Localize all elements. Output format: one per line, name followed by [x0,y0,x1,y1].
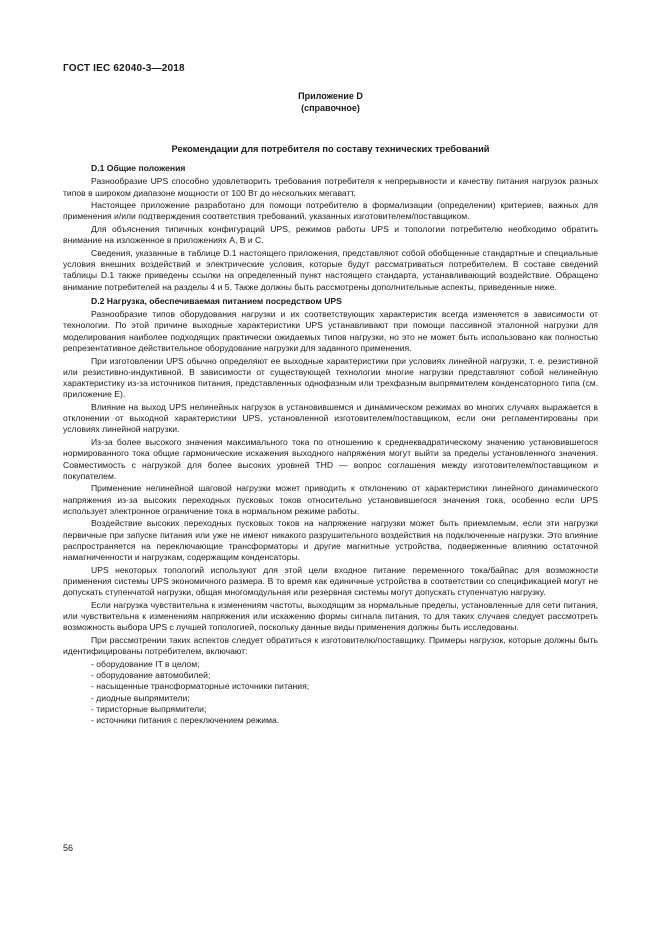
list-item: - диодные выпрямители; [91,692,190,703]
section-title-d2: D.2 Нагрузка, обеспечиваемая питанием посредством UPS [91,295,342,306]
annex-subtitle: (справочное) [301,102,360,113]
paragraph: Настоящее приложение разработано для помощи потребителю в формализации (определении) критериев, важных для применения и/или подтверждения соответствия требований, указанных изготовителем/поставщиком. [63,200,598,222]
paragraph: Применение нелинейной шаговой нагрузки может приводить к отклонению от характеристики линейного динамического напряжения из-за высоких переходных пусковых токов относительно установившегося значения тока, особенно если UPS использует электронное ограничение тока в нормальном режиме работы. [63,483,598,516]
list-item: - источники питания с переключением режима. [91,715,280,726]
paragraph: Если нагрузка чувствительна к изменениям частоты, выходящим за нормальные пределы, установленные для сети питания, или чувствительна к изменениям напряжения или искажению формы сигнала питания, то для таких случаев следует рассмотреть возможность выбора UPS с лучшей топологией, поскольку данные виды применения должны быть исследованы. [63,599,598,633]
paragraph: Разнообразие типов оборудования нагрузки и их соответствующих характеристик всегда изменяется в зависимости от технологии. По этой причине выходные характеристики UPS устанавливают при помощи пассивной эталонной нагрузки для моделирования наиболее подходящих практически ожидаемых типов нагрузки, но это не может быть использовано как полностью репрезентативное действительное оборудование нагрузки для заданного применения. [63,309,598,354]
paragraph: Воздействие высоких переходных пусковых токов на напряжение нагрузки может быть приемлемым, если эти нагрузки первичные при запуске питания или уже не имеют никакого разрушительного воздействия на подключенные нагрузки. Это влияние распространяется на переключающие трансформаторы и другие магнитные устройства, подверженные влиянию остаточной намагниченности и нагрузкам, содержащим конденсаторы. [63,518,598,563]
paragraph: При рассмотрении таких аспектов следует обратиться к изготовителю/поставщику. Примеры нагрузок, которые должны быть идентифицированы потребителем, включают: [63,634,598,657]
paragraph: Из-за более высокого значения максимального тока по отношению к среднеквадратическому значению установившегося нормированного тока общие гармонические искажения выходного напряжения могут выйти за пределы установленного значения. Совместимость с нагрузкой для более высоких уровней THD — вопрос соглашения между изготовителем/поставщиком и покупателем. [63,436,598,481]
page-number: 56 [63,843,74,853]
main-heading: Рекомендации для потребителя по составу технических требований [171,144,490,154]
paragraph: Сведения, указанные в таблице D.1 настоящего приложения, представляют собой обобщенные стандартные и специальные условия внешних воздействий и электрические условия, которые будут рассматриваться потребителем. В составе сведений таблицы D.1 также приведены ссылки на определенный пункт настоящего стандарта, устанавливающий воздействие. Обращено внимание потребителей на разделы 4 и 5. Также должны быть рассмотрены дополнительные аспекты, приведенные ниже. [63,247,598,292]
list-item: - оборудование автомобилей; [91,670,211,681]
document-body [63,163,598,727]
document-code: ГОСТ IEC 62040-3—2018 [63,63,185,74]
section-title-d1: D.1 Общие положения [91,163,186,173]
paragraph: Влияние на выход UPS нелинейных нагрузок в установившемся и динамическом режимах во многих случаях выражается в отклонении от выходной характеристики UPS, установленной изготовителем/поставщиком, если они регламентированы при условиях линейной нагрузки. [63,401,598,435]
annex-block [0,91,661,114]
annex-title: Приложение D [298,91,363,101]
load-examples-list [63,659,598,727]
paragraph: При изготовлении UPS обычно определяют ее выходные характеристики при условиях линейной нагрузки, т. е. резистивной или резистивно-индуктивной. В зависимости от существующей технологии многие нагрузки представляют собой нелинейную характеристику из-за источников питания, представленных однофазным или трехфазным выпрямителем конденсаторного типа (см. приложение Е). [63,355,598,400]
list-item: - насыщенные трансформаторные источники питания; [91,681,310,692]
list-item: - тиристорные выпрямители; [91,703,207,714]
list-item: - оборудование IT в целом; [91,658,200,669]
paragraph: Разнообразие UPS способно удовлетворить требования потребителя к непрерывности и качеству питания нагрузок разных типов в широком диапазоне мощности от 100 Вт до нескольких мегаватт. [63,176,598,198]
paragraph: UPS некоторых топологий используют для этой цели входное питание переменного тока/байпас для возможности применения системы UPS экономичного размера. В то время как единичные устройства в соответствии со спецификацией могут не допускать ступенчатой нагрузки, общая многомодульная или резервная системы могут допускать ступенчатую нагрузку. [63,564,598,598]
paragraph: Для объяснения типичных конфигураций UPS, режимов работы UPS и топологии потребителю необходимо обратить внимание на изложенное в приложениях А, В и С. [63,223,598,246]
